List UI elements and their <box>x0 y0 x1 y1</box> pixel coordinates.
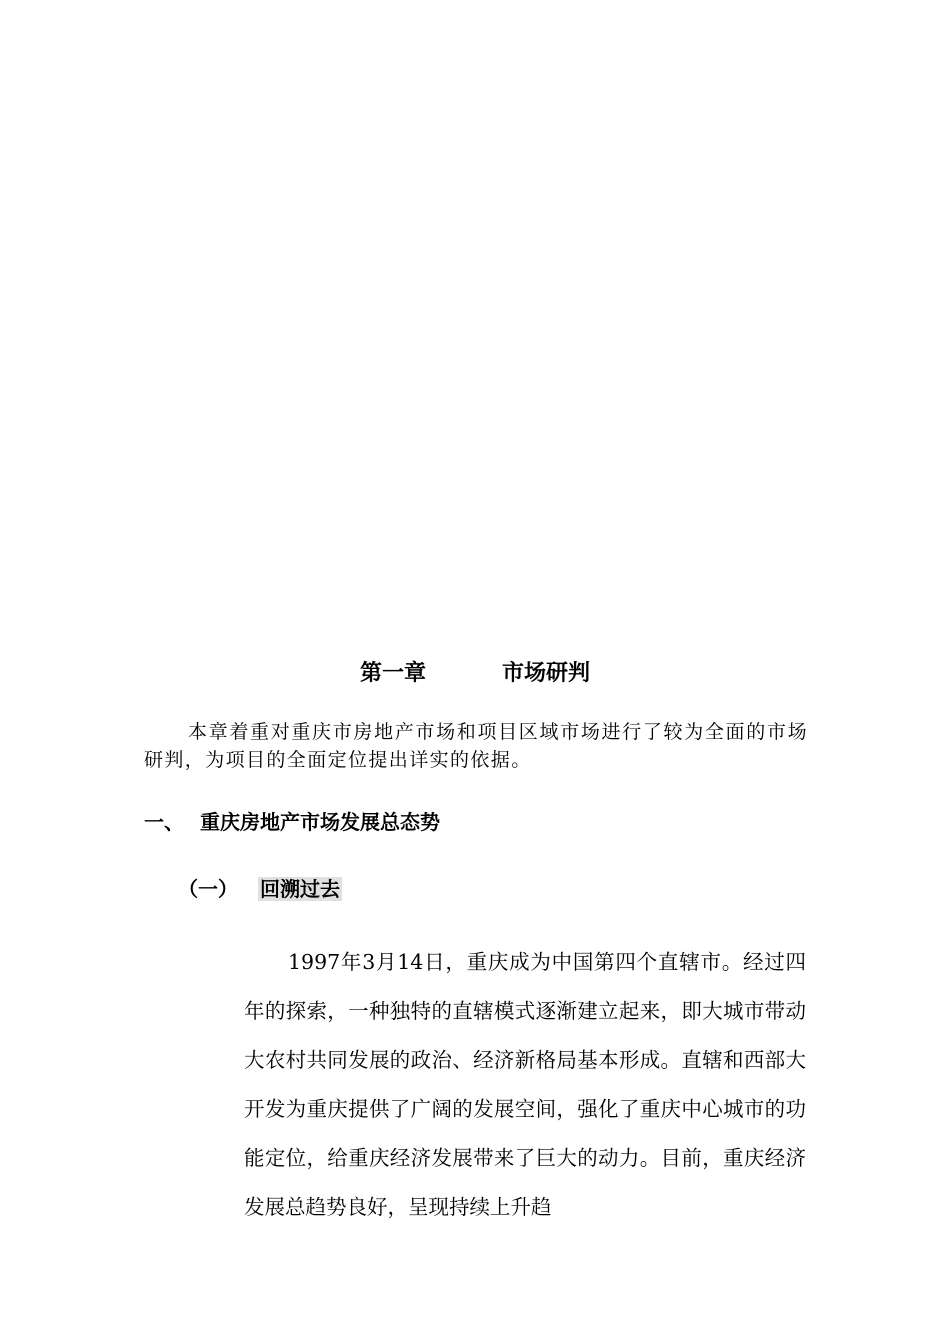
section-number: 一、 <box>144 810 184 834</box>
chapter-title <box>0 656 950 692</box>
chapter-number: 第一章 <box>359 661 426 686</box>
chapter-name: 市场研判 <box>502 661 591 686</box>
section-heading <box>144 805 440 839</box>
body-paragraph: 1997年3月14日，重庆成为中国第四个直辖市。经过四年的探索，一种独特的直辖模式逐渐建立起来，即大城市带动大农村共同发展的政治、经济新格局基本形成。直辖和西部大开发为重庆提供了广阔的发展空间，强化了重庆中心城市的功能定位，给重庆经济发展带来了巨大的动力。目前，重庆经济发展总趋势良好，呈现持续上升趋 <box>244 950 806 1219</box>
subsection-heading <box>178 872 342 906</box>
section-title: 重庆房地产市场发展总态势 <box>200 810 440 834</box>
subsection-number: （一） <box>178 877 238 901</box>
subsection-title: 回溯过去 <box>260 877 340 901</box>
chapter-intro-paragraph: 本章着重对重庆市房地产市场和项目区域市场进行了较为全面的市场研判，为项目的全面定位提出详实的依据。 <box>144 721 808 771</box>
